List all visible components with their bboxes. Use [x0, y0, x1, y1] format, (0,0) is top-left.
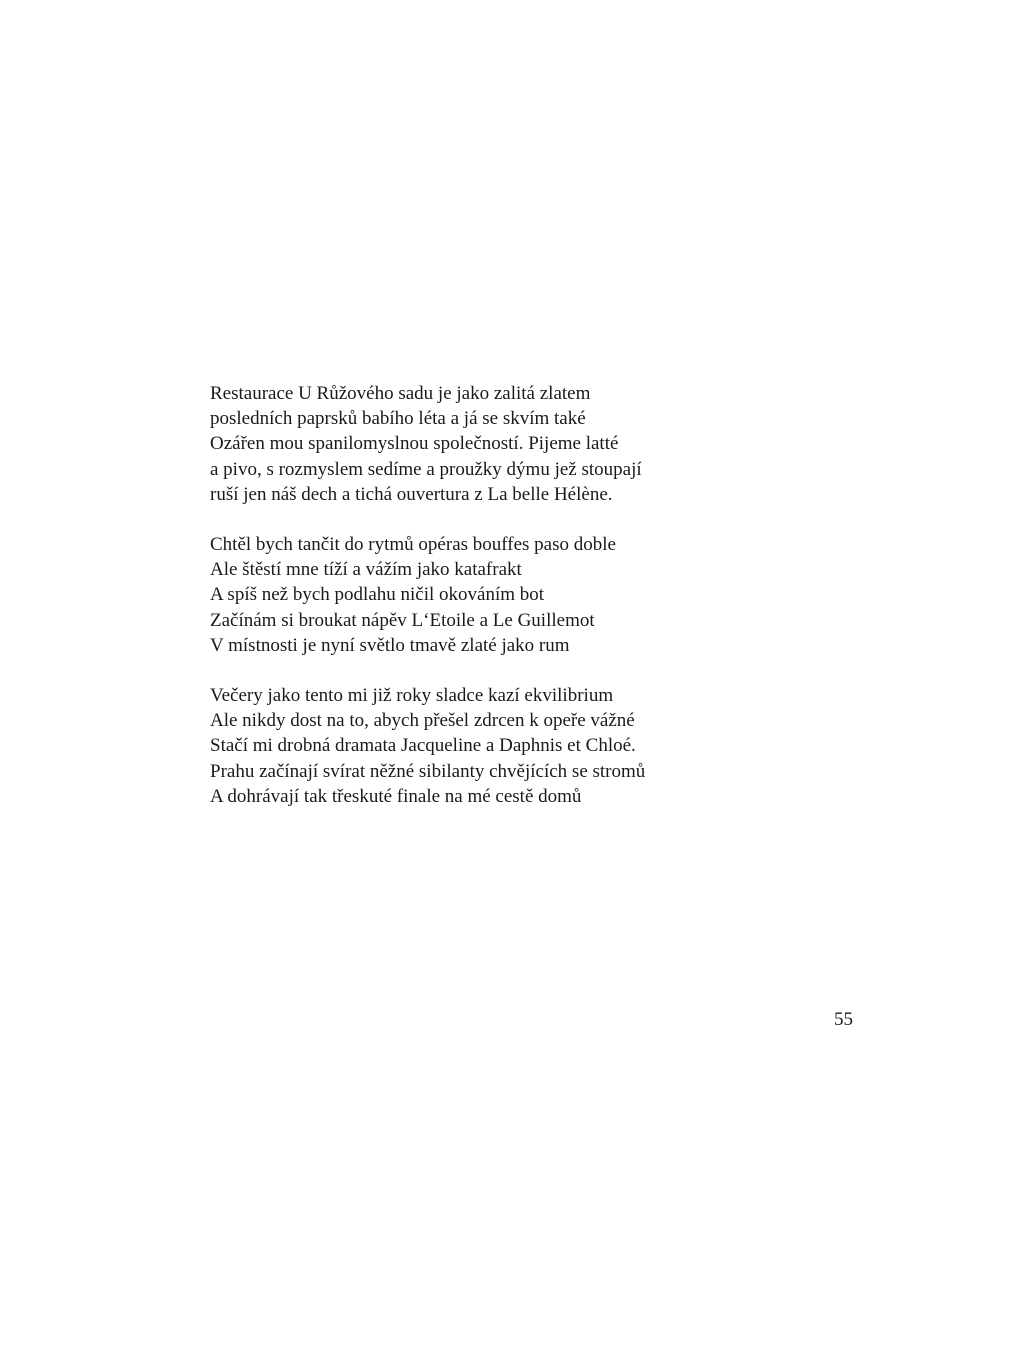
poem: [210, 381, 850, 834]
poem-line: Začínám si broukat nápěv L‘Etoile a Le Guillemot: [210, 609, 595, 631]
poem-line: Ale štěstí mne tíží a vážím jako katafrakt: [210, 559, 522, 581]
stanza-2: [210, 532, 850, 658]
poem-line: A spíš než bych podlahu ničil okováním bot: [210, 584, 545, 606]
poem-line: Ale nikdy dost na to, abych přešel zdrcen k opeře vážné: [210, 710, 635, 732]
poem-line: A dohrávají tak třeskuté finale na mé cestě domů: [210, 785, 582, 807]
poem-line: Chtěl bych tančit do rytmů opéras bouffes paso doble: [210, 534, 616, 556]
poem-line: ruší jen náš dech a tichá ouvertura z La belle Hélène.: [210, 483, 613, 505]
poem-line: a pivo, s rozmyslem sedíme a proužky dýmu jež stoupají: [210, 458, 642, 480]
poem-line: Večery jako tento mi již roky sladce kazí ekvilibrium: [210, 685, 614, 707]
poem-line: Stačí mi drobná dramata Jacqueline a Daphnis et Chloé.: [210, 735, 636, 757]
poem-line: Prahu začínají svírat něžné sibilanty chvějících se stromů: [210, 760, 646, 782]
stanza-1: [210, 381, 850, 507]
poem-line: Restaurace U Růžového sadu je jako zalitá zlatem: [210, 383, 591, 404]
poem-line: Ozářen mou spanilomyslnou společností. Pijeme latté: [210, 433, 619, 455]
poem-line: V místnosti je nyní světlo tmavě zlaté jako rum: [210, 634, 570, 656]
page-number: 55: [834, 1009, 853, 1030]
poem-line: posledních paprsků babího léta a já se skvím také: [210, 408, 586, 430]
stanza-3: [210, 683, 850, 809]
